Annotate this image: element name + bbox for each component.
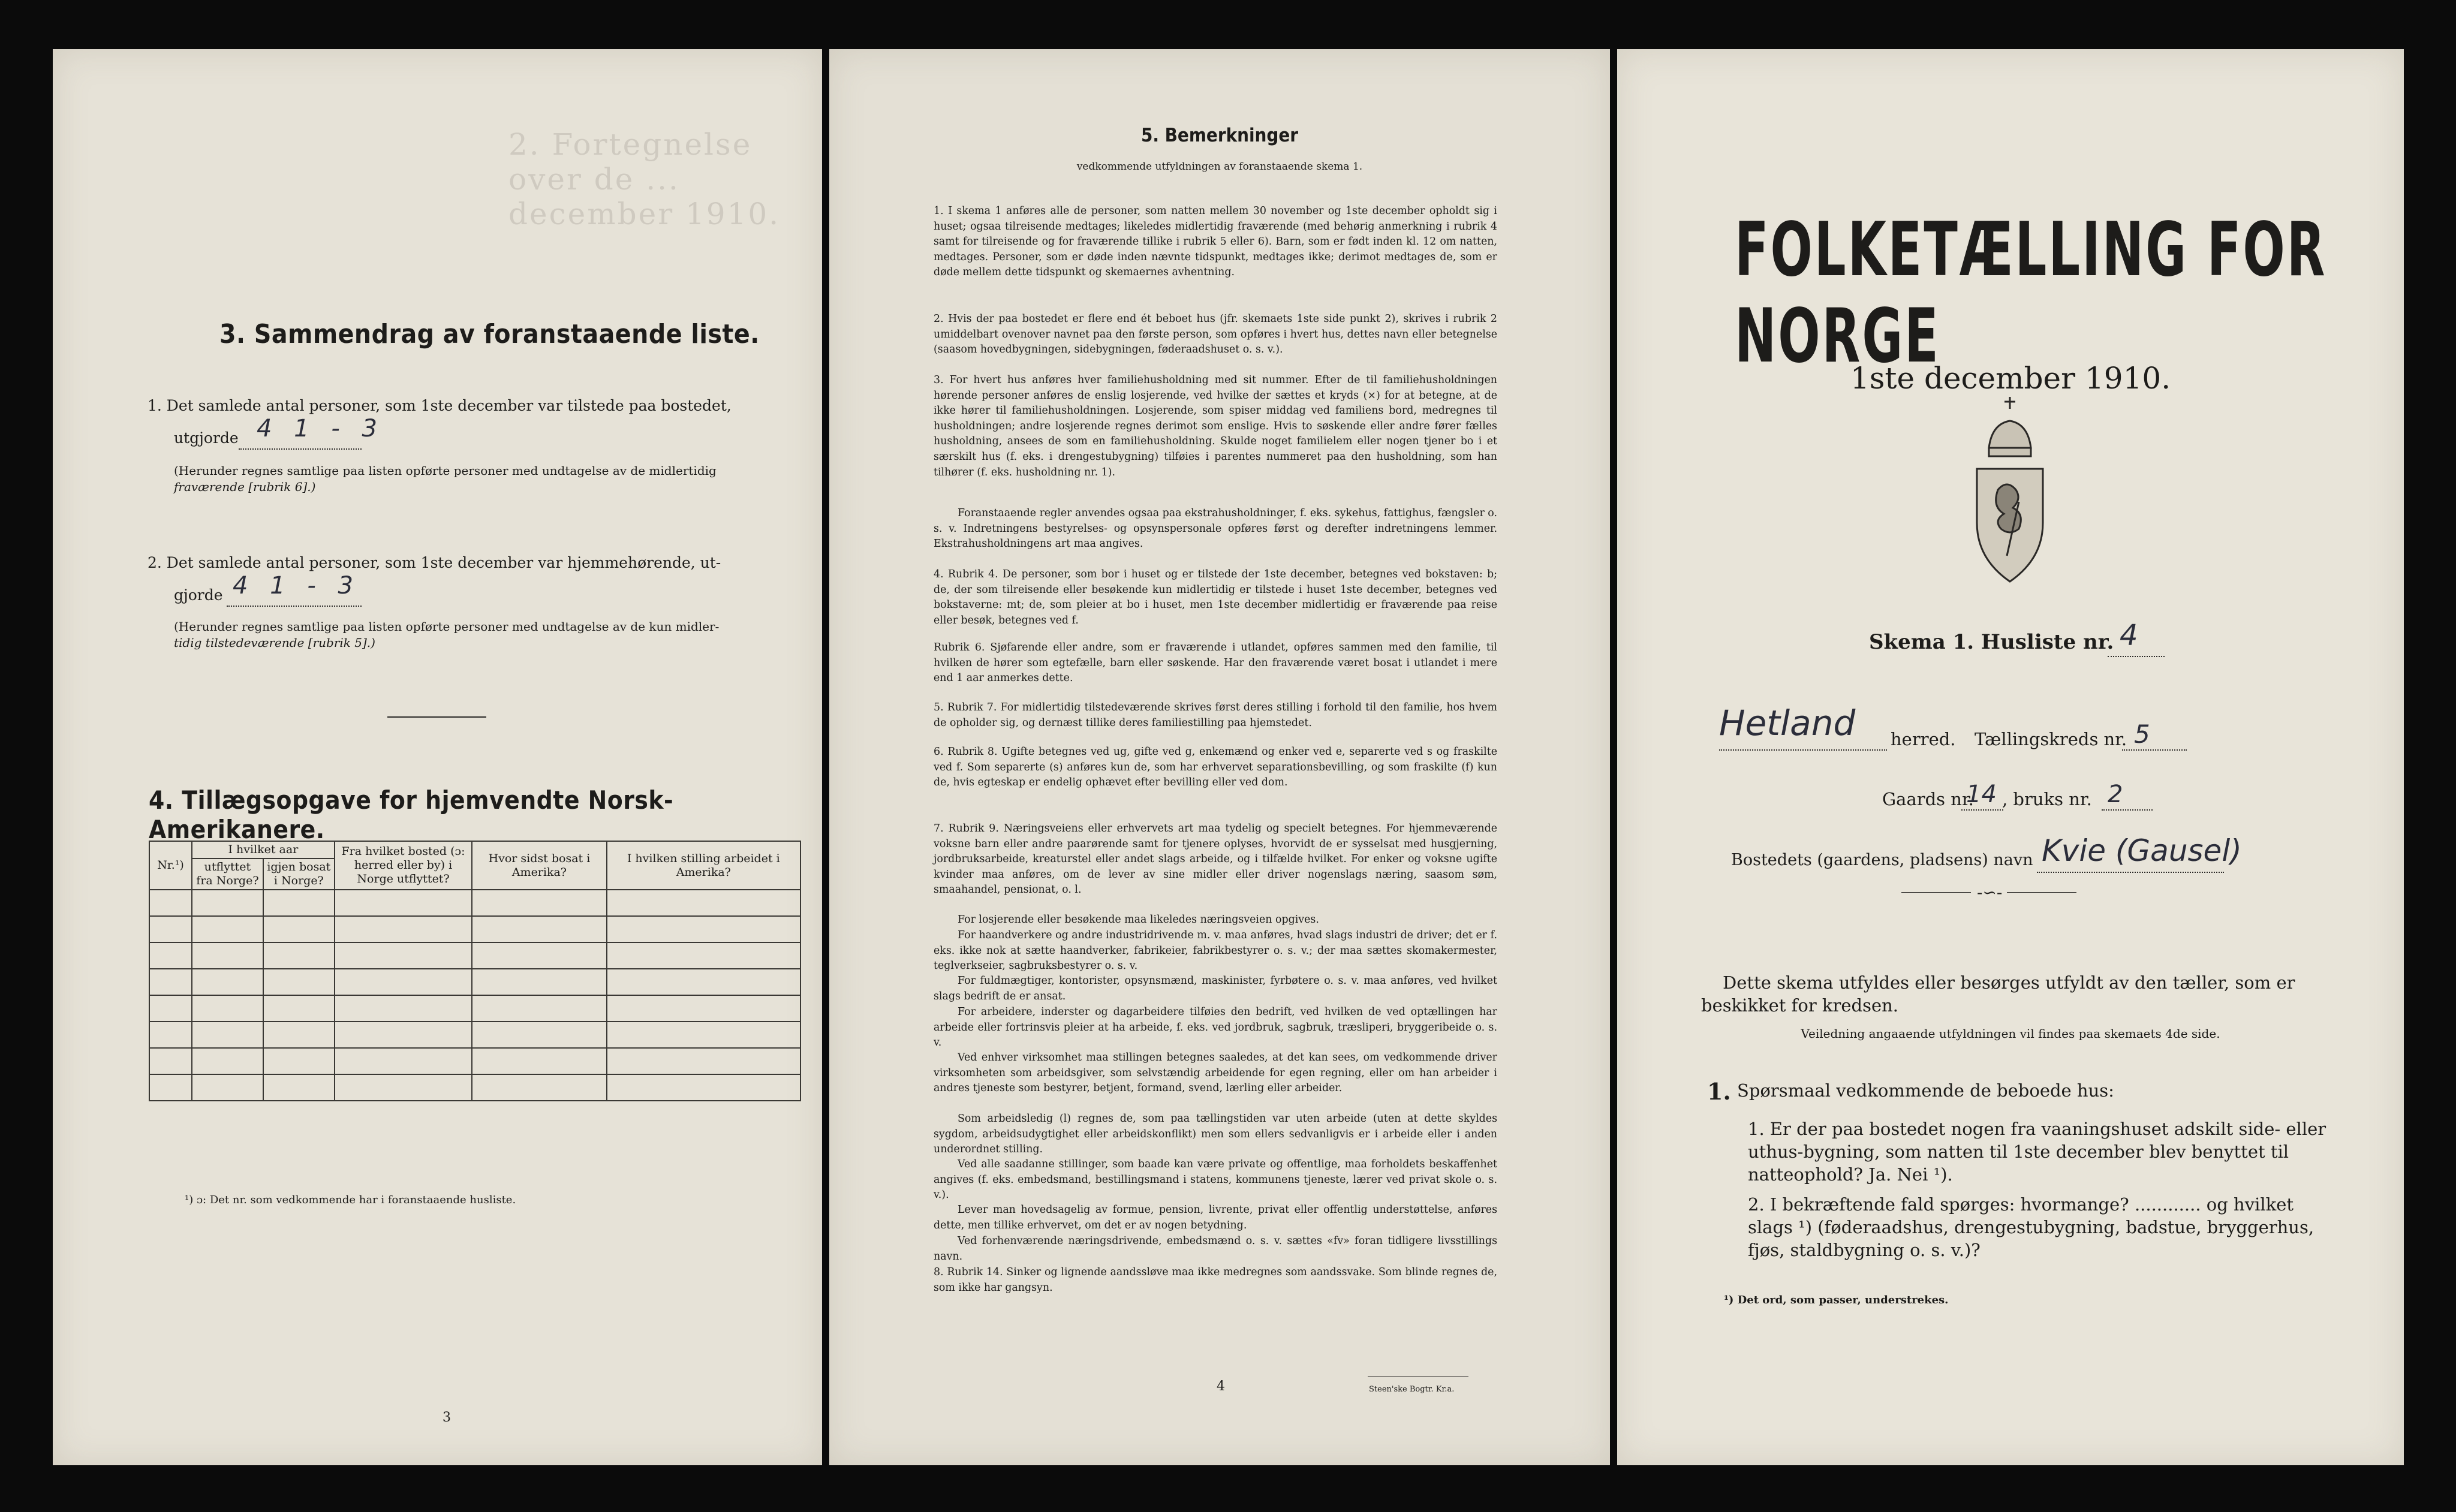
remark-4: 4. Rubrik 4. De personer, som bor i huset og er tilstede der 1ste december, betegnes ved bokstaven: b; de, der som tilreisende eller besøkende kun midlertidig er tilstede i huset 1ste december, betegnes ved bokstaverne: mt; de, som pleier at bo i huset, men 1ste december midlertidig er fraværende paa reise eller besøk, betegnes ved f. [934, 568, 1497, 627]
herred-line [1719, 749, 1887, 751]
bruks-line [2102, 809, 2153, 811]
remarks-title: 5. Bemerkninger [1140, 125, 1299, 146]
table-row [149, 890, 800, 916]
remark-7-formue: Lever man hovedsagelig av formue, pension, livrente, privat eller offentlig understøttelse, anføres dette, men tillike erhvervet, om det er av nogen betydning. [934, 1204, 1497, 1231]
summary-q1-note: (Herunder regnes samtlige paa listen opførte personer med undtagelse av de midlertidig fraværende [rubrik 6].) [174, 463, 717, 494]
norwegian-coat-of-arms-icon [1965, 391, 2055, 589]
table-footnote: ¹) ɔ: Det nr. som vedkommende har i foranstaaende husliste. [185, 1194, 516, 1206]
section-divider [387, 716, 486, 718]
census-date: 1ste december 1910. [1850, 361, 2171, 396]
census-page-middle [829, 49, 1610, 1465]
remark-3: 3. For hvert hus anføres hver familiehusholdning med sit nummer. Efter de til familiehusholdningen hørende personer anføres de enslig losjerende, ved hvilke der sættes et kryds (×) for at betegne, at de ikke hører til familiehusholdningen. Losjerende, som spiser middag ved familiens bord, medregnes til husholdningen; andre losjerende regnes derimot som enslige. Hvis to søskende eller andre fører fælles husholdning, ansees de som en familiehusholdning. Skulde noget familielem eller nogen tjener bo i et særskilt hus (f. eks. i drengestubygning) tilføies i parentes nummeret paa den husholdning, som han tilhører (f. eks. husholdning nr. 1). [934, 374, 1497, 478]
summary-q2-label: gjorde [174, 586, 223, 604]
page-footnote: ¹) Det ord, som passer, understrekes. [1724, 1294, 1949, 1306]
ornament-icon: -∽- [1977, 882, 2003, 902]
table-row [149, 1074, 800, 1101]
remark-7: 7. Rubrik 9. Næringsveiens eller erhvervets art maa tydelig og specielt betegnes. For hjemmeværende voksne barn eller andre paarørende samt for tjenere oplyses, hvorvidt de er sysselsat med husgjerning, jordbruksarbeide, kreaturstel eller andet slags arbeide, og i tilfælde hvilket. For enker og voksne ugifte kvinder maa anføres, om de lever av sine midler eller driver nogenslags næring, saasom søm, smaahandel, pensionat, o. l. [934, 823, 1497, 896]
remark-7-virksomhet: Ved enhver virksomhet maa stillingen betegnes saaledes, at det kan sees, om vedkommende driver virksomheten som arbeidsgiver, som selvstændig arbeidende for egen regning, eller om han arbeider i andres tjeneste som bestyrer, betjent, formand, svend, lærling eller arbeider. [934, 1052, 1497, 1095]
remark-3-continued: Foranstaaende regler anvendes ogsaa paa ekstrahusholdninger, f. eks. sykehus, fattighus, fængsler o. s. v. Indretningens bestyrelses- og opsynspersonale opføres først og derefter indretningens lemmer. Ekstrahusholdningens art maa angives. [934, 507, 1497, 550]
remark-7-losjerende: For losjerende eller besøkende maa likeledes næringsveien opgives. [958, 914, 1319, 926]
summary-q2-text: 2. Det samlede antal personer, som 1ste december var hjemmehørende, ut- [148, 554, 721, 571]
remark-8: 8. Rubrik 14. Sinker og lignende aandssløve maa ikke medregnes som aandssvake. Som blinde regnes de, som ikke har gangsyn. [934, 1266, 1497, 1294]
norsk-amerikanere-table [149, 841, 801, 1101]
col-last-residence: Hvor sidst bosat i Amerika? [472, 841, 606, 890]
bosted-line [2037, 872, 2224, 873]
herred-value: Hetland [1719, 703, 1856, 743]
bruks-value: 2 [2108, 781, 2123, 808]
remark-7-stillinger: Ved alle saadanne stillinger, som baade kan være private og offentlige, maa forholdets beskaffenhet angives (f. eks. embedsmand, bestillingsmand i statens, kommunens tjeneste, lærer ved privat skole o. s. v.). [934, 1158, 1497, 1201]
remark-4-rubrik-6: Rubrik 6. Sjøfarende eller andre, som er fraværende i utlandet, opføres sammen med den familie, til hvilken de hører som egtefælle, barn eller søskende. Har den fraværende været bosat i utlandet i mere end 1 aar anmerkes dette. [934, 641, 1497, 685]
bosted-value: Kvie (Gausel) [2042, 833, 2242, 868]
gaards-label: Gaards nr. [1882, 789, 1974, 809]
remark-1: 1. I skema 1 anføres alle de personer, som natten mellem 30 november og 1ste december opholdt sig i huset; ogsaa tilreisende medtages; likeledes midlertidig fraværende (med behørig anmerkning i rubrik 4 samt for tilreisende og for fraværende tillike i rubrik 5 eller 6). Barn, som er født inden kl. 12 om natten, medtages. Personer, som er døde inden nævnte tidspunkt, medtages ikke; derimot medtages de, som er døde mellem dette tidspunkt og skemaernes avhentning. [934, 205, 1497, 279]
remark-2: 2. Hvis der paa bostedet er flere end ét beboet hus (jfr. skemaets 1ste side punkt 2), skrives i rubrik 2 umiddelbart ovenover navnet paa den første person, som opføres i hvert hus, dettes navn eller betegnelse (saasom hovedbygningen, sidebygningen, føderaadshuset o. s. v.). [934, 313, 1497, 356]
husliste-line [2108, 656, 2165, 657]
page-number: 4 [1217, 1379, 1225, 1394]
remark-6: 6. Rubrik 8. Ugifte betegnes ved ug, gifte ved g, enkemænd og enker ved e, separerte ved s og fraskilte ved f. Som separerte (s) anføres kun de, som har erhvervet separationsbevilling, og som fraskilte (f) kun de, hvis egteskap er endelig ophævet efter bevilling eller ved dom. [934, 746, 1497, 789]
remark-7-arbeidsledig: Som arbeidsledig (l) regnes de, som paa tællingstiden var uten arbeide (uten at dette skyldes sygdom, arbeidsudygtighet eller arbeidskonflikt) men som ellers sedvanligvis er i arbeide eller i anden underordnet stilling. [934, 1113, 1497, 1156]
gaards-value: 14 [1966, 781, 1997, 808]
bruks-label: , bruks nr. [2002, 789, 2092, 809]
col-nr: Nr.¹) [149, 841, 192, 890]
question-2: 2. I bekræftende fald spørges: hvormange? ............ og hvilket slags ¹) (føderaadshus, drengestubygning, badstue, bryggerhus, fjøs, staldbygning o. s. v.)? [1748, 1194, 2314, 1260]
remark-5: 5. Rubrik 7. For midlertidig tilstedeværende skrives først deres stilling i forhold til den familie, hos hvem de opholder sig, og dernæst tillike deres familiestilling paa hjemstedet. [934, 701, 1497, 729]
kreds-label: Tællingskreds nr. [1975, 729, 2127, 749]
census-page-left [53, 49, 822, 1465]
summary-q2-line [227, 606, 362, 607]
page-number: 3 [443, 1410, 451, 1425]
kreds-value: 5 [2134, 719, 2150, 749]
col-from-place: Fra hvilket bosted (ɔ: herred eller by) i Norge utflyttet? [335, 841, 472, 890]
summary-q1-label: utgjorde [174, 429, 239, 447]
question-group-number: 1. [1707, 1078, 1731, 1105]
question-1: 1. Er der paa bostedet nogen fra vaaningshuset adskilt side- eller uthus-bygning, som natten til 1ste december blev benyttet til natteophold? Ja. Nei ¹). [1748, 1119, 2326, 1185]
bleed-through-text: 2. Fortegnelse over de ... december 1910. [508, 127, 781, 231]
intro-text: Dette skema utfyldes eller besørges utfyldt av den tæller, som er beskikket for kredsen. [1701, 972, 2295, 1016]
summary-q1-line [239, 448, 362, 450]
remark-7-arbeidere: For arbeidere, inderster og dagarbeidere tilføies den bedrift, ved hvilken de ved optællingen har arbeide eller fortrinsvis pleier at ha arbeide, f. eks. ved jordbruk, sagbruk, træsliperi, bryggeribeide o. s. v. [934, 1006, 1497, 1049]
summary-q2-value: 4 1 - 3 [233, 572, 360, 600]
remark-7-forhenvaerende: Ved forhenværende næringsdrivende, embedsmænd o. s. v. sættes «fv» foran tidligere livsstillings navn. [934, 1235, 1497, 1263]
col-year-group: I hvilket aar [192, 841, 335, 859]
printer-mark: Steen'ske Bogtr. Kr.a. [1369, 1385, 1455, 1394]
herred-label: herred. [1891, 729, 1956, 749]
census-title: FOLKETÆLLING FOR NORGE [1735, 206, 2327, 379]
col-returned: igjen bosat i Norge? [263, 859, 335, 890]
husliste-number: 4 [2120, 619, 2138, 652]
section-4-heading: 4. Tillægsopgave for hjemvendte Norsk-Amerikanere. [149, 785, 674, 844]
skema-label: Skema 1. Husliste nr. [1869, 630, 2114, 654]
gaards-line [1961, 809, 2003, 811]
table-row [149, 969, 800, 995]
summary-q1-value: 4 1 - 3 [257, 415, 384, 442]
table-row [149, 1022, 800, 1048]
col-emigrated: utflyttet fra Norge? [192, 859, 263, 890]
remark-7-fuldmaegtiger: For fuldmægtiger, kontorister, opsynsmænd, maskinister, fyrbøtere o. s. v. maa anføres, ved hvilket slags bedrift de er ansat. [934, 975, 1497, 1002]
ornament-rule-left [1901, 892, 1971, 893]
intro-guidance: Veiledning angaaende utfyldningen vil findes paa skemaets 4de side. [1801, 1026, 2220, 1041]
table-row [149, 916, 800, 942]
census-page-right [1617, 49, 2404, 1465]
kreds-line [2122, 749, 2187, 751]
bosted-label: Bostedets (gaardens, pladsens) navn [1731, 851, 2033, 869]
summary-q2-note: (Herunder regnes samtlige paa listen opførte personer med undtagelse av de kun midler- tidig tilstedeværende [rubrik 5].) [174, 619, 720, 650]
table-row [149, 1048, 800, 1074]
table-row [149, 942, 800, 969]
question-group-heading: Spørsmaal vedkommende de beboede hus: [1737, 1080, 2114, 1101]
section-3-heading: 3. Sammendrag av foranstaaende liste. [219, 319, 760, 350]
remark-7-haandverkere: For haandverkere og andre industridrivende m. v. maa anføres, hvad slags industri de driver; det er f. eks. ikke nok at sætte haandverker, fabrikeier, fabrikbestyrer o. s. v.; der maa sættes skomakermester, teglverkseier, sagbruksbestyrer o. s. v. [934, 929, 1497, 972]
ornament-rule-right [2007, 892, 2076, 893]
summary-q1-text: 1. Det samlede antal personer, som 1ste december var tilstede paa bostedet, [148, 397, 732, 414]
col-position: I hvilken stilling arbeidet i Amerika? [607, 841, 800, 890]
remarks-subtitle: vedkommende utfyldningen av foranstaaende skema 1. [1076, 161, 1363, 173]
table-row [149, 995, 800, 1022]
